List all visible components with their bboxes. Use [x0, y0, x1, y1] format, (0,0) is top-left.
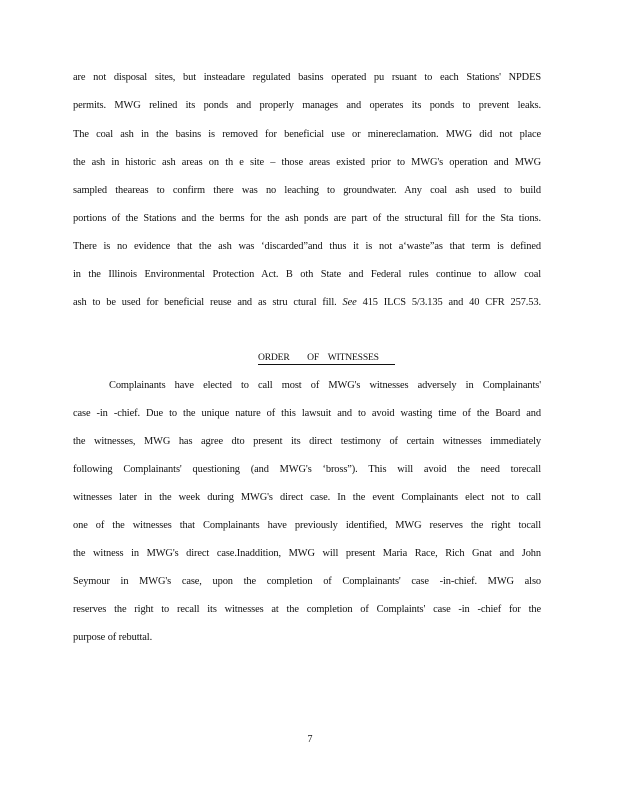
body-text-line: in the Illinois Environmental Protection Act. B oth State and Federal rules continue to allow coal — [73, 269, 541, 280]
citation-signal: See — [342, 297, 357, 308]
body-text-line-indented: Complainants have elected to call most of MWG's witnesses adversely in Complainants' — [109, 380, 541, 391]
heading-word: ORDER — [258, 352, 290, 363]
heading-word: WITNESSES — [327, 352, 379, 363]
body-text-line: Seymour in MWG's case, upon the completion of Complainants' case -in-chief. MWG also — [73, 576, 541, 587]
body-text-line: one of the witnesses that Complainants have previously identified, MWG reserves the right tocall — [73, 520, 541, 531]
body-text-line: the ash in historic ash areas on th e site – those areas existed prior to MWG's operation and MWG — [73, 157, 541, 168]
heading-word: OF — [307, 352, 319, 363]
body-text-line-last: purpose of rebuttal. — [73, 632, 153, 643]
body-text-line: the witnesses, MWG has agree dto present its direct testimony of certain witnesses immediately — [73, 436, 541, 447]
body-text-line: permits. MWG relined its ponds and properly manages and operates its ponds to prevent leaks. — [73, 100, 541, 111]
body-text-line: following Complainants' questioning (and MWG's ‘bross”). This will avoid the need torecall — [73, 464, 541, 475]
body-text-line: witnesses later in the week during MWG's direct case. In the event Complainants elect not to call — [73, 492, 541, 503]
body-text-line-citation — [73, 296, 541, 310]
body-text-line: are not disposal sites, but insteadare regulated basins operated pu rsuant to each Stations' NPDES — [73, 72, 541, 83]
citation-text-before: ash to be used for beneficial reuse and as stru ctural fill. — [73, 297, 337, 308]
body-text-line: reserves the right to recall its witnesses at the completion of Complaints' case -in -chief for the — [73, 604, 541, 615]
body-text-line: sampled theareas to confirm there was no leaching to groundwater. Any coal ash used to build — [73, 185, 541, 196]
section-heading — [258, 352, 395, 365]
body-text-line: case -in -chief. Due to the unique nature of this lawsuit and to avoid wasting time of the Board and — [73, 408, 541, 419]
body-text-line: There is no evidence that the ash was ‘discarded”and thus it is not a‘waste”as that term is defined — [73, 241, 541, 252]
body-text-line: The coal ash in the basins is removed for beneficial use or minereclamation. MWG did not place — [73, 129, 541, 140]
page-number: 7 — [307, 734, 313, 745]
citation-text-after: 415 ILCS 5/3.135 and 40 CFR 257.53. — [362, 297, 541, 308]
body-text-line: the witness in MWG's direct case.Inaddition, MWG will present Maria Race, Rich Gnat and John — [73, 548, 541, 559]
body-text-line: portions of the Stations and the berms for the ash ponds are part of the structural fill for the Sta tions. — [73, 213, 541, 224]
